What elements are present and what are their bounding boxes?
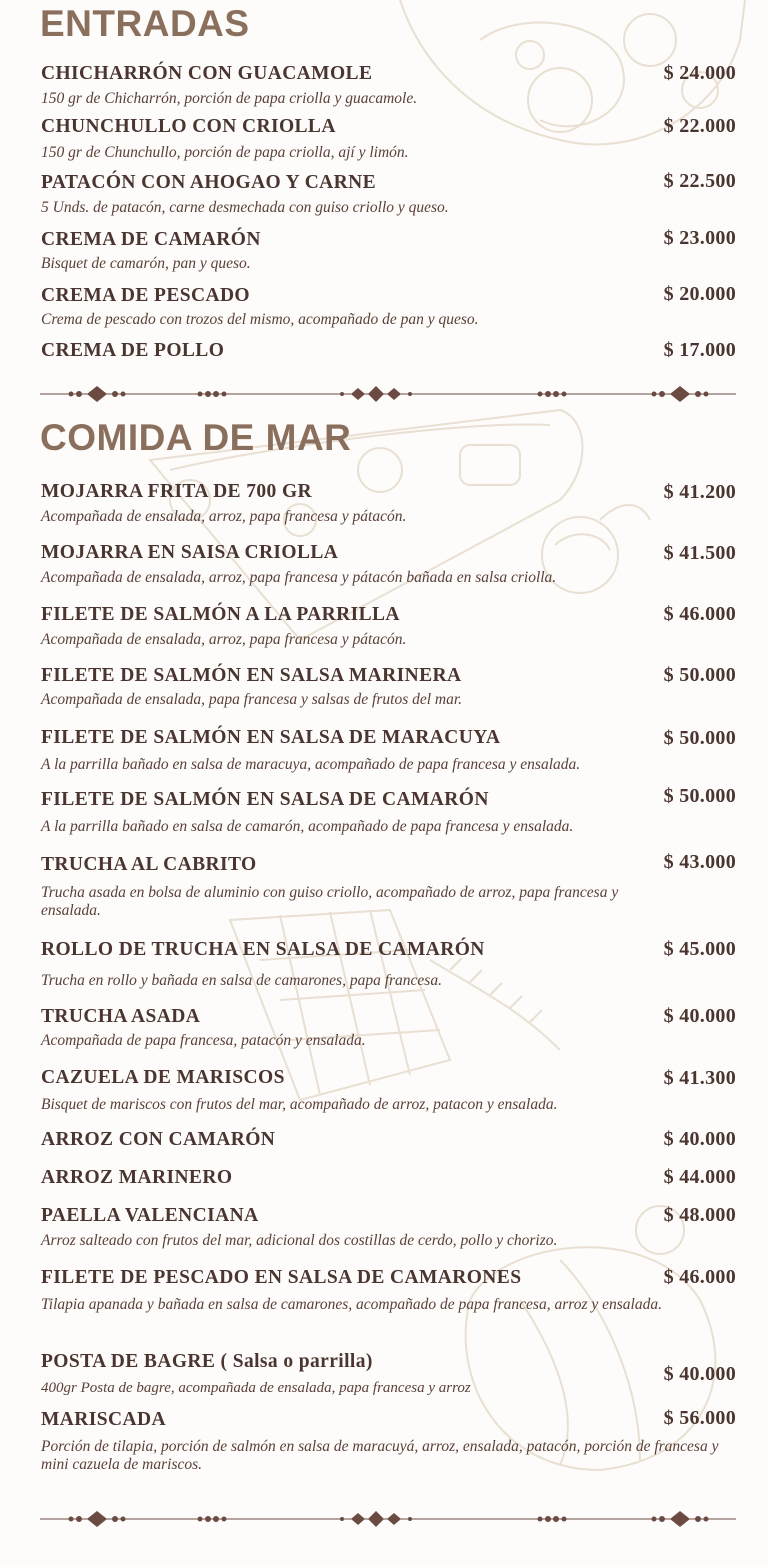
item-name: MOJARRA FRITA DE 700 GR (41, 481, 313, 502)
item-description: Acompañada de ensalada, arroz, papa francesa y pátacón. (41, 508, 407, 525)
item-description: Bisquet de camarón, pan y queso. (41, 255, 251, 272)
item-description: Acompañada de ensalada, arroz, papa francesa y pátacón. (41, 631, 407, 648)
item-price: $ 40.000 (663, 1128, 736, 1150)
item-name: CHUNCHULLO CON CRIOLLA (41, 116, 336, 137)
ornamental-divider (40, 1509, 736, 1529)
item-description: Trucha asada en bolsa de aluminio con guiso criollo, acompañado de arroz, papa francesa y ensalada. (41, 884, 619, 919)
item-name: FILETE DE SALMÓN EN SALSA MARINERA (41, 665, 462, 686)
section-title-entradas: ENTRADAS (40, 3, 250, 44)
section-title-comida-de-mar: COMIDA DE MAR (40, 417, 352, 458)
item-description: Porción de tilapia, porción de salmón en salsa de maracuyá, arroz, ensalada, patacón, porción de francesa y mini cazuela de mariscos. (41, 1438, 719, 1473)
item-price: $ 41.200 (663, 481, 736, 503)
item-price: $ 20.000 (663, 283, 736, 305)
item-description: Bisquet de mariscos con frutos del mar, acompañado de arroz, patacon y ensalada. (41, 1096, 558, 1113)
item-name: CREMA DE POLLO (41, 340, 225, 361)
item-description: Tilapia apanada y bañada en salsa de camarones, acompañado de papa francesa, arroz y ensalada. (41, 1296, 662, 1313)
item-description: 150 gr de Chunchullo, porción de papa criolla, ají y limón. (41, 144, 409, 161)
item-name: FILETE DE SALMÓN EN SALSA DE CAMARÓN (41, 789, 489, 810)
item-description: Arroz salteado con frutos del mar, adicional dos costillas de cerdo, pollo y chorizo. (41, 1232, 558, 1249)
item-name: PATACÓN CON AHOGAO Y CARNE (41, 172, 377, 193)
item-price: $ 46.000 (663, 1266, 736, 1288)
item-price: $ 50.000 (663, 727, 736, 749)
item-price: $ 45.000 (663, 938, 736, 960)
item-name: POSTA DE BAGRE ( Salsa o parrilla) (41, 1351, 373, 1372)
item-name: ARROZ MARINERO (41, 1167, 233, 1188)
item-name: ROLLO DE TRUCHA EN SALSA DE CAMARÓN (41, 939, 485, 960)
item-name: ARROZ CON CAMARÓN (41, 1129, 276, 1150)
item-name: MOJARRA EN SAISA CRIOLLA (41, 542, 339, 563)
item-price: $ 44.000 (663, 1166, 736, 1188)
item-description: 5 Unds. de patacón, carne desmechada con guiso criollo y queso. (41, 199, 449, 216)
item-price: $ 50.000 (663, 664, 736, 686)
item-description: Acompañada de papa francesa, patacón y ensalada. (41, 1032, 366, 1049)
item-price: $ 40.000 (663, 1005, 736, 1027)
item-name: CREMA DE PESCADO (41, 285, 250, 306)
item-description: A la parrilla bañado en salsa de camarón, acompañado de papa francesa y ensalada. (41, 818, 574, 835)
item-price: $ 43.000 (663, 851, 736, 873)
item-description: 400gr Posta de bagre, acompañada de ensalada, papa francesa y arroz (41, 1380, 471, 1396)
item-description: Trucha en rollo y bañada en salsa de camarones, papa francesa. (41, 972, 442, 989)
item-description: Crema de pescado con trozos del mismo, acompañado de pan y queso. (41, 311, 479, 328)
item-name: FILETE DE PESCADO EN SALSA DE CAMARONES (41, 1267, 522, 1288)
ornamental-divider (40, 384, 736, 404)
item-price: $ 41.500 (663, 542, 736, 564)
item-name: TRUCHA ASADA (41, 1006, 201, 1027)
item-name: MARISCADA (41, 1409, 166, 1430)
item-description: Acompañada de ensalada, arroz, papa francesa y pátacón bañada en salsa criolla. (41, 569, 557, 586)
item-price: $ 56.000 (663, 1407, 736, 1429)
item-name: CAZUELA DE MARISCOS (41, 1067, 285, 1088)
item-name: TRUCHA AL CABRITO (41, 854, 257, 875)
item-price: $ 48.000 (663, 1204, 736, 1226)
item-price: $ 40.000 (663, 1363, 736, 1385)
item-price: $ 46.000 (663, 603, 736, 625)
item-price: $ 41.300 (663, 1067, 736, 1089)
item-name: PAELLA VALENCIANA (41, 1205, 259, 1226)
item-name: CHICHARRÓN CON GUACAMOLE (41, 63, 373, 84)
item-price: $ 22.500 (663, 170, 736, 192)
item-price: $ 17.000 (663, 339, 736, 361)
item-price: $ 23.000 (663, 227, 736, 249)
item-name: FILETE DE SALMÓN EN SALSA DE MARACUYA (41, 727, 501, 748)
item-name: FILETE DE SALMÓN A LA PARRILLA (41, 604, 400, 625)
item-description: A la parrilla bañado en salsa de maracuya, acompañado de papa francesa y ensalada. (41, 756, 581, 773)
item-price: $ 50.000 (663, 785, 736, 807)
item-description: 150 gr de Chicharrón, porción de papa criolla y guacamole. (41, 90, 418, 107)
item-name: CREMA DE CAMARÓN (41, 229, 261, 250)
item-price: $ 22.000 (663, 115, 736, 137)
item-price: $ 24.000 (663, 62, 736, 84)
item-description: Acompañada de ensalada, papa francesa y salsas de frutos del mar. (41, 691, 463, 708)
